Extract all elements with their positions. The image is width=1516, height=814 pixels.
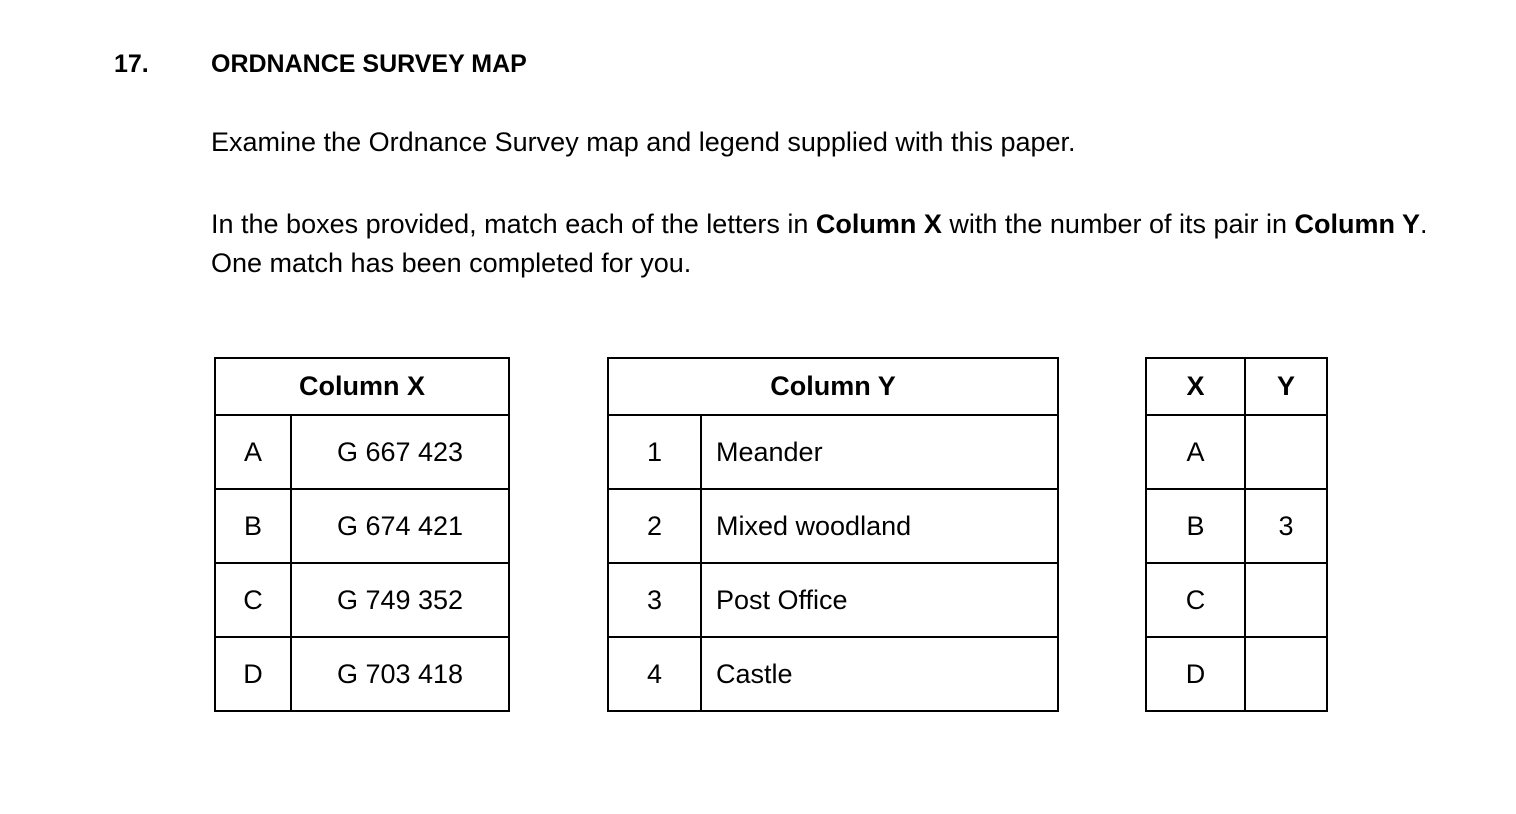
answer-letter: A	[1146, 415, 1245, 489]
answer-header-row	[1146, 358, 1327, 415]
answer-row	[1146, 563, 1327, 637]
column-x-row	[215, 489, 509, 563]
column-x-letter: C	[215, 563, 291, 637]
instruction-examine: Examine the Ordnance Survey map and legend supplied with this paper.	[211, 127, 1076, 157]
column-x-row	[215, 415, 509, 489]
column-x-letter: D	[215, 637, 291, 711]
instruction-column-x: Column X	[815, 209, 942, 239]
answer-box[interactable]	[1245, 637, 1327, 711]
instruction-match	[211, 205, 1431, 283]
column-x-row	[215, 637, 509, 711]
column-y-number: 1	[608, 415, 701, 489]
column-x-gridref: G 667 423	[291, 415, 509, 489]
answer-box[interactable]	[1245, 563, 1327, 637]
column-y-number: 2	[608, 489, 701, 563]
column-x-gridref: G 749 352	[291, 563, 509, 637]
column-y-number: 3	[608, 563, 701, 637]
question-number: 17.	[114, 50, 149, 78]
answer-letter: C	[1146, 563, 1245, 637]
column-x-header-row	[215, 358, 509, 415]
column-y-row	[608, 563, 1058, 637]
column-y-header-row	[608, 358, 1058, 415]
instruction-column-y: Column Y	[1294, 209, 1421, 239]
column-y-feature: Post Office	[701, 563, 1058, 637]
column-x-table	[214, 357, 510, 712]
answer-letter: B	[1146, 489, 1245, 563]
column-x-header: Column X	[215, 358, 509, 415]
answer-header-x: X	[1146, 358, 1245, 415]
column-y-row	[608, 489, 1058, 563]
answer-box[interactable]	[1245, 415, 1327, 489]
answer-header-y: Y	[1245, 358, 1327, 415]
question-title: ORDNANCE SURVEY MAP	[211, 50, 527, 78]
answer-row	[1146, 415, 1327, 489]
answer-letter: D	[1146, 637, 1245, 711]
column-y-header: Column Y	[608, 358, 1058, 415]
column-y-row	[608, 415, 1058, 489]
column-y-feature: Meander	[701, 415, 1058, 489]
instruction-text-c: . One match has been completed for you.	[211, 209, 1428, 278]
column-x-letter: A	[215, 415, 291, 489]
instruction-text-b: with the number of its pair in	[941, 209, 1295, 239]
answer-box[interactable]: 3	[1245, 489, 1327, 563]
answer-row	[1146, 489, 1327, 563]
column-x-gridref: G 703 418	[291, 637, 509, 711]
instruction-text-a: In the boxes provided, match each of the letters in	[211, 209, 816, 239]
column-x-gridref: G 674 421	[291, 489, 509, 563]
column-x-row	[215, 563, 509, 637]
column-y-number: 4	[608, 637, 701, 711]
column-x-letter: B	[215, 489, 291, 563]
column-y-feature: Castle	[701, 637, 1058, 711]
column-y-feature: Mixed woodland	[701, 489, 1058, 563]
column-y-table	[607, 357, 1059, 712]
answer-row	[1146, 637, 1327, 711]
column-y-row	[608, 637, 1058, 711]
answer-table	[1145, 357, 1328, 712]
